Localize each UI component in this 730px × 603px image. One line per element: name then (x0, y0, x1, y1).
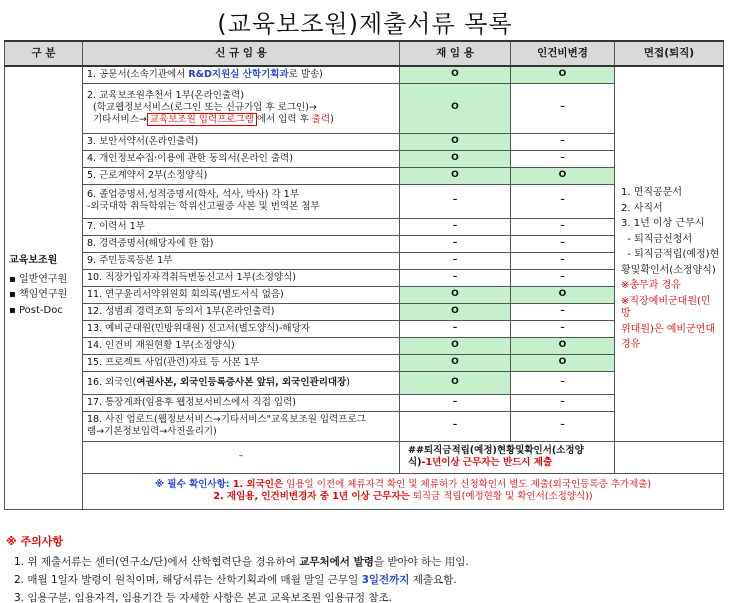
change-mark: – (511, 184, 615, 218)
header-new-appointment: 신 규 임 용 (83, 41, 400, 66)
document-item: 6. 졸업증명서,성적증명서(학사, 석사, 박사) 각 1부 -외국대학 취득학위는 학위신고필증 사본 및 번역본 첨부 (83, 184, 400, 218)
interview-line: - 퇴직금적립(예정)현 (621, 249, 720, 260)
interview-note: 경유 (621, 339, 641, 350)
caution-line: 1. 위 제출서류는 센터(연구소/단)에서 산학협력단을 경유하여 교무처에서 발령을 받아야 하는 用임. (14, 556, 469, 568)
reappoint-mark: O (400, 167, 511, 184)
document-item: 14. 인건비 재원현황 1부(소정양식) (83, 337, 400, 354)
header-division: 구 분 (5, 41, 83, 66)
document-item: 3. 보안서약서(온라인출력) (83, 133, 400, 150)
document-item: 12. 성범죄 경력조회 동의서 1부(온라인출력) (83, 303, 400, 320)
division-name: 교육보조원 (9, 255, 58, 267)
interview-line: 황및확인서(소정양식) (621, 264, 716, 276)
retirement-dash: – (83, 441, 400, 473)
required-check-note: ※ 필수 확인사항: 1. 외국인은 임용일 이전에 체류자격 확인 및 체류허가 신청확인서 별도 제출(외국인등록증 추가제출) 2. 재임용, 인건비변경자 중 1년 이상 근무자는 퇴직금 적립(예정현황 및 확인서(소정양식)) (83, 473, 724, 509)
change-mark: – (511, 269, 615, 286)
interview-line: 2. 사직서 (621, 202, 663, 214)
interview-note: ※직장예비군대원(민방 (621, 295, 711, 319)
document-item: 8. 경력증명서(해당자에 한 함) (83, 235, 400, 252)
interview-note: ※총무과 경유 (621, 280, 681, 291)
interview-line: 1. 면직공문서 (621, 187, 683, 198)
caution-section (6, 533, 726, 603)
change-mark: – (511, 218, 615, 235)
header-salary-change: 인건비변경 (511, 41, 615, 66)
reappoint-mark: – (400, 394, 511, 411)
change-mark: – (511, 252, 615, 269)
change-mark: O (511, 66, 615, 83)
division-cell (5, 66, 83, 509)
change-mark: O (511, 286, 615, 303)
reappoint-mark: – (400, 235, 511, 252)
caution-line: 2. 매월 1일자 발령이 원칙이며, 해당서류는 산학기획과에 매월 말일 근무일 3일전까지 제출요함. (14, 574, 457, 586)
change-mark: O (511, 337, 615, 354)
table-row (5, 66, 724, 83)
change-mark: – (511, 320, 615, 337)
note-row (5, 473, 724, 509)
reappoint-mark: – (400, 411, 511, 441)
interview-line: 3. 1년 이상 근무시 (621, 218, 705, 229)
reappoint-mark: – (400, 320, 511, 337)
document-item: 1. 공문서(소속기관에서 R&D지원실 산학기획과로 발송) (83, 66, 400, 83)
reappoint-mark: O (400, 83, 511, 133)
change-mark: – (511, 371, 615, 394)
document-item: 4. 개인정보수집·이용에 관한 동의서(온라인 출력) (83, 150, 400, 167)
documents-table (4, 40, 724, 510)
change-mark: – (511, 394, 615, 411)
reappoint-mark: O (400, 337, 511, 354)
change-mark: – (511, 411, 615, 441)
reappoint-mark: O (400, 286, 511, 303)
retirement-empty (615, 441, 724, 473)
division-item: ▪ 책임연구원 (9, 289, 68, 301)
reappoint-mark: O (400, 354, 511, 371)
document-item: 10. 직장가입자자격취득변동신고서 1부(소정양식) (83, 269, 400, 286)
reappoint-mark: – (400, 184, 511, 218)
document-item: 16. 외국인(여권사본, 외국인등록증사본 앞뒤, 외국인관리대장) (83, 371, 400, 394)
reappoint-mark: O (400, 150, 511, 167)
reappoint-mark: O (400, 133, 511, 150)
interview-line: - 퇴직금신청서 (621, 233, 693, 245)
reappoint-mark: – (400, 218, 511, 235)
document-item: 7. 이력서 1부 (83, 218, 400, 235)
change-mark: – (511, 235, 615, 252)
document-item: 15. 프로젝트 사업(관련)자료 등 사본 1부 (83, 354, 400, 371)
change-mark: O (511, 354, 615, 371)
document-item: 9. 주민등록등본 1부 (83, 252, 400, 269)
retirement-note: ##퇴직금적립(예정)현황및확인서(소정양 식)-1년이상 근무자는 반드시 제출 (400, 441, 615, 473)
caution-title: ※ 주의사항 (6, 535, 64, 548)
document-item: 18. 사진 업로드(웹정보서비스→기타서비스"교육보조원 입력프로그 램→기본정보입력→사진올리기) (83, 411, 400, 441)
change-mark: O (511, 167, 615, 184)
change-mark: – (511, 303, 615, 320)
table-header-row (5, 41, 724, 66)
division-item: ▪ Post-Doc (9, 304, 63, 316)
reappoint-mark: O (400, 303, 511, 320)
input-program-label: 교육보조원 입력프로그램 (147, 113, 257, 126)
caution-line: 3. 임용구분, 임용자격, 임용기간 등 자세한 사항은 본교 교육보조원 임용규정 참조. (14, 592, 392, 603)
change-mark: – (511, 133, 615, 150)
interview-note: 위대원)은 예비군연대 (621, 323, 716, 335)
header-reappointment: 재 임 용 (400, 41, 511, 66)
reappoint-mark: O (400, 371, 511, 394)
document-item: 13. 예비군대원(민방위대원) 신고서(별도양식)-해당자 (83, 320, 400, 337)
page-title: (교육보조원)제출서류 목록 (217, 10, 513, 38)
change-mark: – (511, 150, 615, 167)
header-interview: 면접(퇴직) (615, 41, 724, 66)
document-item: 11. 연구윤리서약위원회 회의록(별도서식 없음) (83, 286, 400, 303)
division-item: ▪ 일반연구원 (9, 273, 68, 285)
document-item: 17. 통장계좌(임용후 웹정보서비스에서 직접 입력) (83, 394, 400, 411)
reappoint-mark: O (400, 66, 511, 83)
change-mark: – (511, 83, 615, 133)
document-item: 2. 교육보조원추천서 1부(온라인출력) (학교웹정보서비스(로그인 또는 신규가입 후 로그인)→ 기타서비스→ 교육보조원 입력프로그램 에서 입력 후 출력) (83, 83, 400, 133)
reappoint-mark: – (400, 252, 511, 269)
retirement-row (5, 441, 724, 473)
document-item: 5. 근로계약서 2부(소정양식) (83, 167, 400, 184)
interview-cell (615, 66, 724, 441)
reappoint-mark: – (400, 269, 511, 286)
